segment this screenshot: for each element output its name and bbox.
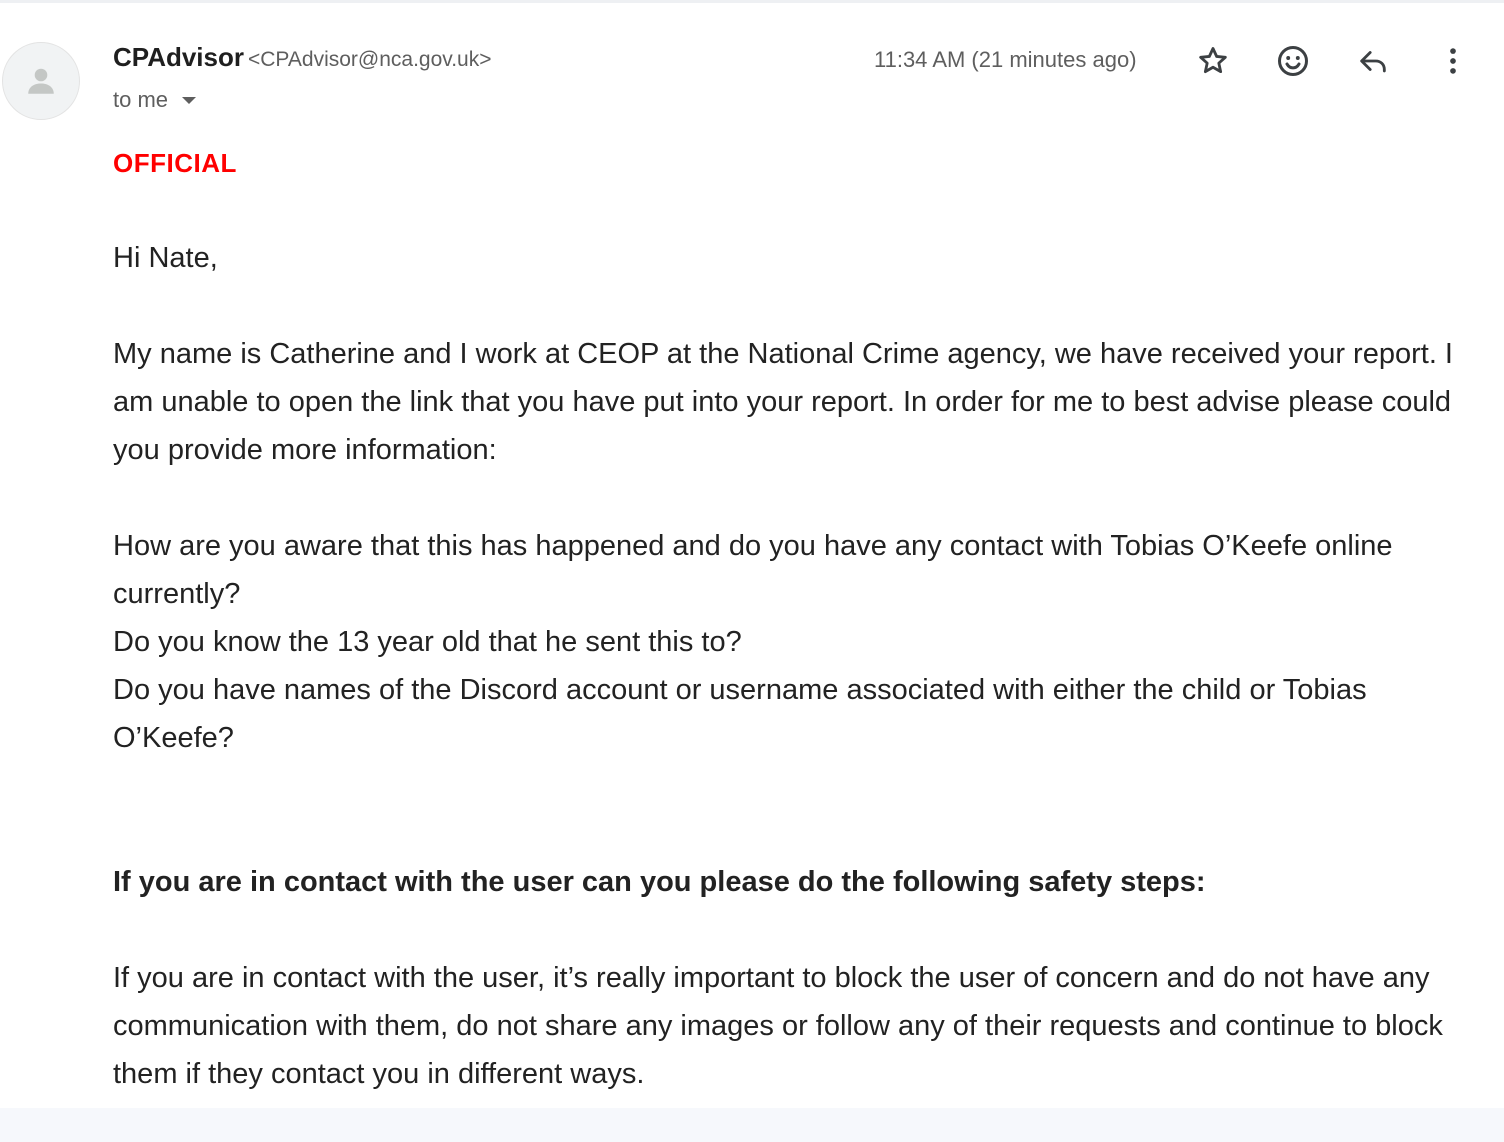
star-button[interactable] <box>1193 41 1233 81</box>
intro-paragraph: My name is Catherine and I work at CEOP at the National Crime agency, we have received your report. I am unable to open the link that you have put into your report. In order for me to best advise please could you provide more information: <box>113 338 1453 466</box>
top-divider <box>0 0 1504 3</box>
safety-heading: If you are in contact with the user can you please do the following safety steps: <box>113 866 1206 898</box>
sender-avatar[interactable] <box>2 42 80 120</box>
question-item: Do you know the 13 year old that he sent this to? <box>113 626 742 658</box>
bottom-band <box>0 1108 1504 1142</box>
sender-name[interactable]: CPAdvisor <box>113 42 244 72</box>
sender-email[interactable]: <CPAdvisor@nca.gov.uk> <box>248 48 492 71</box>
email-body <box>113 234 1493 1098</box>
reply-button[interactable] <box>1353 41 1393 81</box>
greeting: Hi Nate, <box>113 242 218 274</box>
add-reaction-button[interactable] <box>1273 41 1313 81</box>
emoji-icon <box>1275 43 1311 79</box>
person-icon <box>23 63 59 99</box>
sender-line <box>113 42 492 73</box>
star-icon <box>1196 44 1230 78</box>
message-timestamp: 11:34 AM (21 minutes ago) <box>874 47 1137 72</box>
more-vert-icon <box>1436 44 1470 78</box>
safety-paragraph: If you are in contact with the user, it’s really important to block the user of concern and do not have any communication with them, do not share any images or follow any of their requests and continue to block them if they contact you in different ways. <box>113 962 1443 1090</box>
recipient-label: to me <box>113 87 169 112</box>
more-options-button[interactable] <box>1433 41 1473 81</box>
recipient-toggle[interactable] <box>113 87 196 113</box>
reply-icon <box>1356 44 1390 78</box>
classification-label: OFFICIAL <box>113 148 237 178</box>
chevron-down-icon[interactable] <box>182 97 196 104</box>
question-item: Do you have names of the Discord account or username associated with either the child or Tobias O’Keefe? <box>113 674 1367 754</box>
question-item: How are you aware that this has happened and do you have any contact with Tobias O’Keefe online currently? <box>113 530 1393 610</box>
